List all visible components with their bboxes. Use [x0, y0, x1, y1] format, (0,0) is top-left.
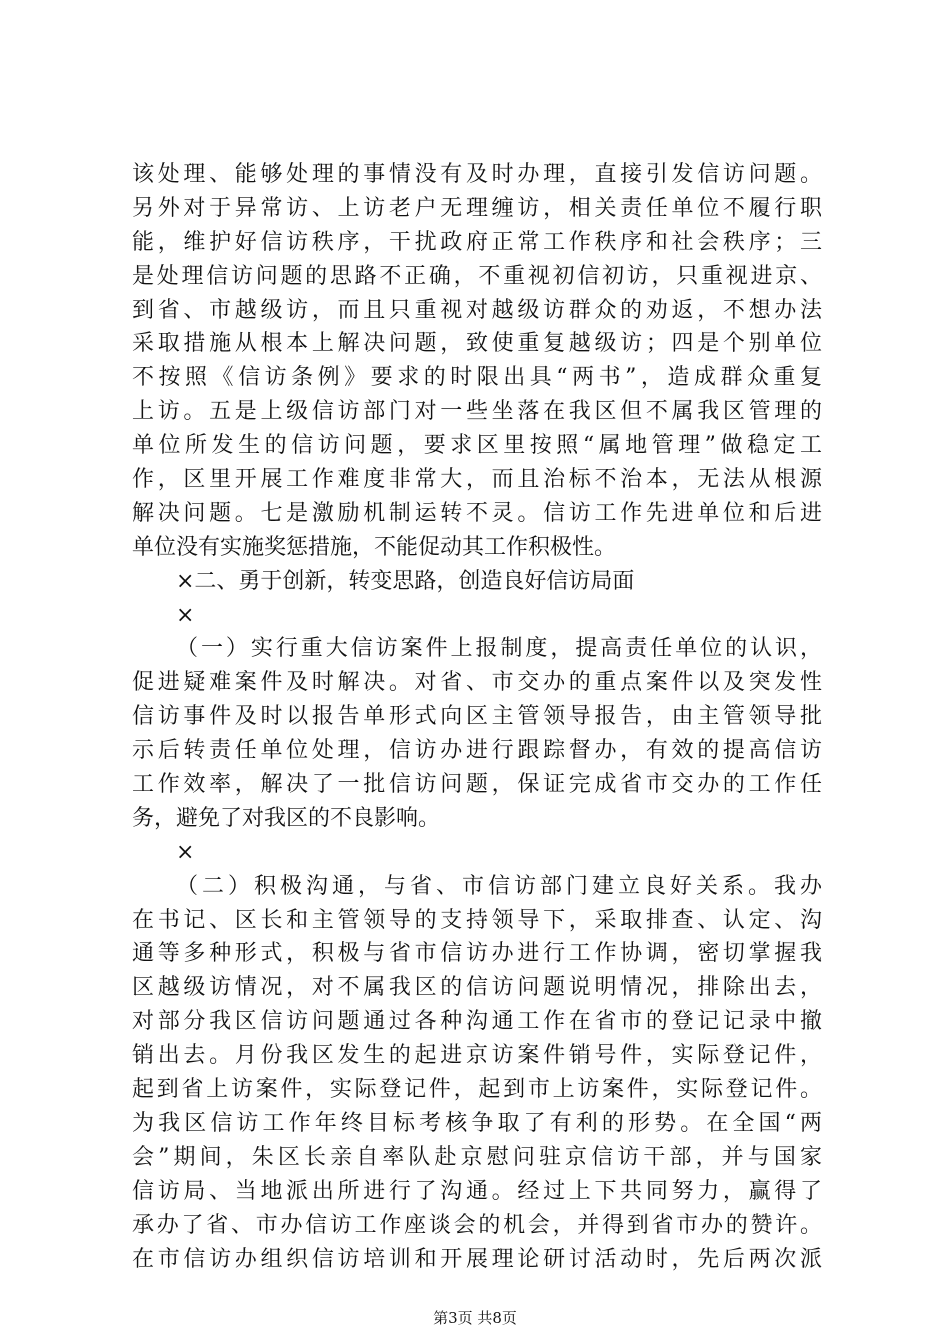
cross-mark: ×	[176, 602, 195, 628]
text-line: 促进疑难案件及时解决。对省、市交办的重点案件以及突发性	[132, 670, 822, 696]
text-line: 该处理、能够处理的事情没有及时办理，直接引发信访问题。	[132, 162, 822, 187]
text-line: 单位没有实施奖惩措施，不能促动其工作积极性。	[132, 534, 617, 560]
text-line: 信访局、当地派出所进行了沟通。经过上下共同努力，赢得了	[132, 1178, 822, 1204]
paragraph-2	[132, 632, 822, 835]
text-line: 采取措施从根本上解决问题，致使重复越级访；四是个别单位	[132, 331, 822, 357]
text-line: 在书记、区长和主管领导的支持领导下，采取排查、认定、沟	[132, 907, 822, 933]
text-line: （二）积极沟通，与省、市信访部门建立良好关系。我办	[176, 873, 822, 899]
text-line: 解决问题。七是激励机制运转不灵。信访工作先进单位和后进	[132, 500, 822, 526]
text-line: 单位所发生的信访问题，要求区里按照“属地管理”做稳定工	[132, 433, 822, 459]
section-heading: ×二、勇于创新，转变思路，创造良好信访局面	[176, 568, 635, 594]
text-line: 示后转责任单位处理，信访办进行跟踪督办，有效的提高信访	[132, 738, 822, 764]
cross-mark: ×	[176, 839, 195, 865]
text-line: 对部分我区信访问题通过各种沟通工作在省市的登记记录中撤	[132, 1009, 822, 1035]
text-line: 承办了省、市办信访工作座谈会的机会，并得到省市办的赞许。	[132, 1212, 822, 1238]
text-line: 区越级访情况，对不属我区的信访问题说明情况，排除出去，	[132, 975, 822, 1001]
text-line: 务，避免了对我区的不良影响。	[132, 805, 441, 831]
text-line: （一）实行重大信访案件上报制度，提高责任单位的认识，	[176, 636, 822, 662]
document-body	[132, 158, 822, 1276]
text-line: 作，区里开展工作难度非常大，而且治标不治本，无法从根源	[132, 467, 822, 493]
text-line: 能，维护好信访秩序，干扰政府正常工作秩序和社会秩序；三	[132, 229, 822, 255]
text-line: 是处理信访问题的思路不正确，不重视初信初访，只重视进京、	[132, 263, 822, 289]
paragraph-1	[132, 158, 822, 565]
text-line: 通等多种形式，积极与省市信访办进行工作协调，密切掌握我	[132, 941, 822, 967]
text-line: 起到省上访案件，实际登记件，起到市上访案件，实际登记件。	[132, 1077, 822, 1103]
page-footer: 第3页 共8页	[433, 1309, 517, 1327]
text-line: 到省、市越级访，而且只重视对越级访群众的劝返，不想办法	[132, 297, 822, 323]
text-line: 会”期间，朱区长亲自率队赴京慰问驻京信访干部，并与国家	[132, 1144, 822, 1170]
paragraph-3	[132, 870, 822, 1277]
text-line: 信访事件及时以报告单形式向区主管领导报告，由主管领导批	[132, 704, 822, 730]
text-line: 不按照《信访条例》要求的时限出具“两书”，造成群众重复	[132, 365, 822, 391]
text-line: 销出去。月份我区发生的起进京访案件销号件，实际登记件，	[132, 1043, 822, 1069]
text-line: 在市信访办组织信访培训和开展理论研讨活动时，先后两次派	[132, 1246, 822, 1272]
text-line: 另外对于异常访、上访老户无理缠访，相关责任单位不履行职	[132, 195, 822, 221]
text-line: 工作效率，解决了一批信访问题，保证完成省市交办的工作任	[132, 772, 822, 798]
text-line: 上访。五是上级信访部门对一些坐落在我区但不属我区管理的	[132, 399, 822, 425]
text-line: 为我区信访工作年终目标考核争取了有利的形势。在全国“两	[132, 1110, 822, 1136]
